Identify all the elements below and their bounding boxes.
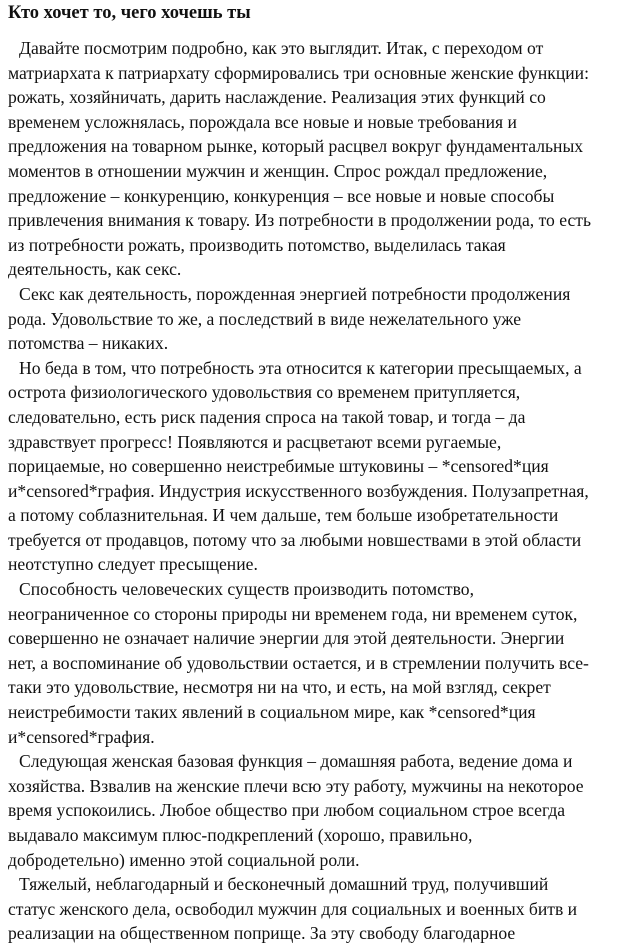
text-line: привлечения внимания к товару. Из потребности в продолжении рода, то есть: [8, 210, 591, 231]
text-line: моментов в отношении мужчин и женщин. Спрос рождал предложение,: [8, 160, 548, 181]
text-line: здравствует прогресс! Появляются и расцветают всеми ругаемые,: [8, 431, 502, 452]
text-line: совершенно не означает наличие энергии для этой деятельности. Энергии: [8, 628, 565, 649]
text-line: Тяжелый, неблагодарный и бесконечный домашний труд, получивший: [19, 874, 549, 895]
paragraph: [8, 749, 612, 872]
text-line: из потребности рожать, производить потомство, выделилась такая: [8, 234, 506, 255]
text-line: а потому соблазнительная. И чем дальше, тем больше изобретательности: [8, 505, 559, 526]
text-line: порицаемые, но совершенно неистребимые штуковины – *censored*ция: [8, 456, 549, 477]
text-line: предложения на товарном рынке, который расцвел вокруг фундаментальных: [8, 136, 584, 157]
text-line: потомства – никаких.: [8, 333, 169, 354]
text-line: и*censored*графия.: [8, 726, 155, 747]
text-line: требуется от продавцов, потому что за любыми новшествами в этой области: [8, 529, 582, 550]
text-line: реализации на общественном поприще. За эту свободу благодарное: [8, 923, 516, 944]
text-line: матриархата к патриархату сформировались три основные женские функции:: [8, 62, 589, 83]
text-line: Давайте посмотрим подробно, как это выглядит. Итак, с переходом от: [19, 38, 544, 58]
text-line: добродетельно) именно этой социальной роли.: [8, 849, 360, 870]
text-line: Но беда в том, что потребность эта относится к категории пресыщаемых, а: [19, 357, 582, 378]
text-line: время успокоились. Любое общество при любом социальном строе всегда: [8, 800, 566, 821]
text-line: следовательно, есть риск падения спроса на такой товар, и тогда – да: [8, 406, 526, 427]
body-text: [8, 36, 612, 946]
paragraph: [8, 577, 612, 749]
text-line: предложение – конкуренцию, конкуренция – все новые и новые способы: [8, 185, 555, 206]
text-line: Секс как деятельность, порожденная энергией потребности продолжения: [19, 283, 571, 304]
text-line: статус женского дела, освободил мужчин для социальных и военных битв и: [8, 898, 578, 919]
text-line: нет, а воспоминание об удовольствии остается, и в стремлении получить все-: [8, 652, 589, 673]
text-line: Способность человеческих существ производить потомство,: [19, 579, 474, 600]
text-line: рода. Удовольствие то же, а последствий в виде нежелательного уже: [8, 308, 522, 329]
text-line: выдавало максимум плюс-подкреплений (хорошо, правильно,: [8, 825, 473, 845]
text-line: деятельность, как секс.: [8, 259, 182, 280]
text-line: острота физиологического удовольствия со временем притупляется,: [8, 382, 521, 403]
text-line: неограниченное со стороны природы ни временем года, ни временем суток,: [8, 603, 578, 624]
paragraph: [8, 282, 612, 356]
text-line: и*censored*графия. Индустрия искусственного возбуждения. Полузапретная,: [8, 480, 589, 501]
text-line: Следующая женская базовая функция – домашняя работа, ведение дома и: [19, 751, 573, 772]
text-line: таки это удовольствие, несмотря ни на что, и есть, на мой взгляд, секрет: [8, 677, 551, 698]
text-line: хозяйства. Взвалив на женские плечи всю эту работу, мужчины на некоторое: [8, 775, 584, 796]
text-line: рожать, хозяйничать, дарить наслаждение. Реализация этих функций со: [8, 87, 546, 108]
text-line: временем усложнялась, порождала все новые и новые требования и: [8, 111, 517, 132]
section-heading: Кто хочет то, чего хочешь ты: [8, 3, 251, 23]
paragraph: [8, 356, 612, 577]
paragraph: [8, 36, 612, 282]
text-line: неотступно следует пресыщение.: [8, 554, 258, 575]
text-line: неистребимости таких явлений в социальном мире, как *censored*ция: [8, 702, 536, 723]
paragraph: [8, 872, 612, 946]
